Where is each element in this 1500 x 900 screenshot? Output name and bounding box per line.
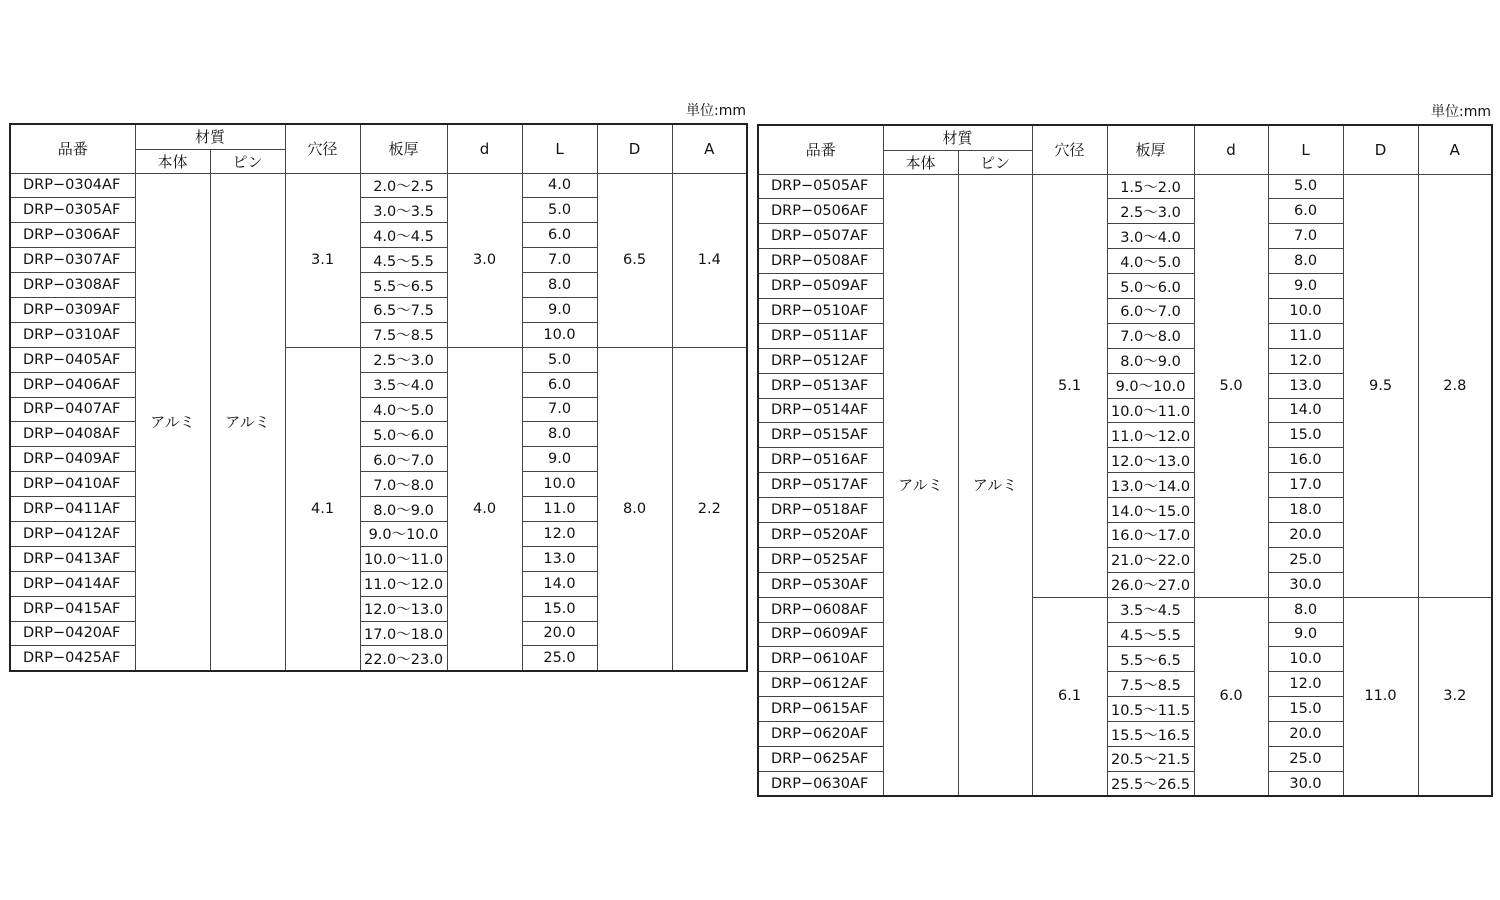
cell-L: 5.0 [1268, 174, 1343, 199]
cell-model: DRP−0411AF [10, 497, 135, 522]
cell-thickness: 21.0〜22.0 [1107, 547, 1194, 572]
header-d: d [447, 124, 522, 173]
cell-model: DRP−0615AF [758, 697, 883, 722]
cell-thickness: 5.0〜6.0 [1107, 274, 1194, 299]
cell-A: 2.8 [1418, 174, 1492, 597]
cell-L: 25.0 [1268, 746, 1343, 771]
cell-D: 8.0 [597, 347, 672, 671]
cell-model: DRP−0307AF [10, 248, 135, 273]
cell-thickness: 12.0〜13.0 [1107, 448, 1194, 473]
cell-thickness: 6.0〜7.0 [1107, 298, 1194, 323]
cell-model: DRP−0630AF [758, 771, 883, 796]
cell-d: 4.0 [447, 347, 522, 671]
header-d: d [1194, 125, 1268, 174]
cell-thickness: 6.5〜7.5 [360, 297, 447, 322]
cell-model: DRP−0620AF [758, 722, 883, 747]
cell-body-material: アルミ [135, 173, 210, 671]
cell-thickness: 5.5〜6.5 [360, 273, 447, 298]
cell-model: DRP−0306AF [10, 223, 135, 248]
table-row [10, 173, 747, 198]
cell-model: DRP−0510AF [758, 298, 883, 323]
cell-L: 6.0 [522, 223, 597, 248]
cell-model: DRP−0625AF [758, 746, 883, 771]
header-thickness: 板厚 [360, 124, 447, 173]
cell-model: DRP−0520AF [758, 522, 883, 547]
cell-model: DRP−0507AF [758, 224, 883, 249]
table-body [10, 173, 747, 671]
cell-model: DRP−0413AF [10, 546, 135, 571]
cell-L: 5.0 [522, 198, 597, 223]
cell-hole: 5.1 [1032, 174, 1107, 597]
cell-L: 9.0 [522, 447, 597, 472]
cell-thickness: 16.0〜17.0 [1107, 522, 1194, 547]
header-material: 材質 [135, 124, 285, 149]
cell-L: 8.0 [522, 422, 597, 447]
cell-L: 30.0 [1268, 771, 1343, 796]
cell-thickness: 25.5〜26.5 [1107, 771, 1194, 796]
cell-thickness: 17.0〜18.0 [360, 621, 447, 646]
cell-model: DRP−0425AF [10, 646, 135, 671]
cell-thickness: 14.0〜15.0 [1107, 498, 1194, 523]
cell-D: 6.5 [597, 173, 672, 347]
header-L: L [1268, 125, 1343, 174]
header-L: L [522, 124, 597, 173]
cell-L: 6.0 [522, 372, 597, 397]
cell-thickness: 4.0〜4.5 [360, 223, 447, 248]
cell-pin-material: アルミ [958, 174, 1032, 796]
cell-L: 8.0 [1268, 249, 1343, 274]
cell-thickness: 3.5〜4.0 [360, 372, 447, 397]
cell-thickness: 2.5〜3.0 [1107, 199, 1194, 224]
cell-L: 12.0 [1268, 348, 1343, 373]
cell-thickness: 5.5〜6.5 [1107, 647, 1194, 672]
cell-hole: 4.1 [285, 347, 360, 671]
spec-table-right [757, 124, 1493, 797]
cell-thickness: 3.0〜3.5 [360, 198, 447, 223]
cell-model: DRP−0420AF [10, 621, 135, 646]
cell-L: 7.0 [522, 248, 597, 273]
cell-thickness: 8.0〜9.0 [360, 497, 447, 522]
cell-L: 15.0 [522, 596, 597, 621]
cell-thickness: 5.0〜6.0 [360, 422, 447, 447]
cell-model: DRP−0610AF [758, 647, 883, 672]
cell-hole: 6.1 [1032, 597, 1107, 796]
cell-L: 25.0 [522, 646, 597, 671]
cell-thickness: 4.0〜5.0 [360, 397, 447, 422]
cell-thickness: 6.0〜7.0 [360, 447, 447, 472]
cell-L: 11.0 [1268, 323, 1343, 348]
cell-thickness: 4.0〜5.0 [1107, 249, 1194, 274]
cell-L: 25.0 [1268, 547, 1343, 572]
cell-L: 7.0 [522, 397, 597, 422]
cell-model: DRP−0518AF [758, 498, 883, 523]
cell-body-material: アルミ [883, 174, 958, 796]
cell-A: 3.2 [1418, 597, 1492, 796]
cell-model: DRP−0511AF [758, 323, 883, 348]
table-row [758, 174, 1492, 199]
cell-L: 20.0 [1268, 522, 1343, 547]
cell-L: 8.0 [1268, 597, 1343, 622]
cell-d: 3.0 [447, 173, 522, 347]
header-A: A [672, 124, 747, 173]
header-hole: 穴径 [1032, 125, 1107, 174]
cell-model: DRP−0513AF [758, 373, 883, 398]
cell-model: DRP−0409AF [10, 447, 135, 472]
cell-thickness: 9.0〜10.0 [1107, 373, 1194, 398]
cell-L: 14.0 [1268, 398, 1343, 423]
cell-model: DRP−0308AF [10, 273, 135, 298]
cell-A: 2.2 [672, 347, 747, 671]
header-body: 本体 [135, 149, 210, 173]
cell-thickness: 3.5〜4.5 [1107, 597, 1194, 622]
cell-L: 13.0 [522, 546, 597, 571]
cell-thickness: 20.5〜21.5 [1107, 746, 1194, 771]
cell-model: DRP−0512AF [758, 348, 883, 373]
cell-model: DRP−0609AF [758, 622, 883, 647]
cell-L: 13.0 [1268, 373, 1343, 398]
cell-D: 11.0 [1343, 597, 1418, 796]
cell-thickness: 11.0〜12.0 [360, 571, 447, 596]
cell-thickness: 26.0〜27.0 [1107, 572, 1194, 597]
header-pin: ピン [210, 149, 285, 173]
cell-thickness: 7.5〜8.5 [1107, 672, 1194, 697]
header-hole: 穴径 [285, 124, 360, 173]
cell-L: 10.0 [522, 322, 597, 347]
table-body [758, 174, 1492, 796]
cell-pin-material: アルミ [210, 173, 285, 671]
cell-thickness: 3.0〜4.0 [1107, 224, 1194, 249]
header-thickness: 板厚 [1107, 125, 1194, 174]
cell-thickness: 9.0〜10.0 [360, 521, 447, 546]
cell-model: DRP−0407AF [10, 397, 135, 422]
cell-L: 8.0 [522, 273, 597, 298]
cell-model: DRP−0310AF [10, 322, 135, 347]
cell-thickness: 12.0〜13.0 [360, 596, 447, 621]
header-model: 品番 [10, 124, 135, 173]
cell-L: 12.0 [522, 521, 597, 546]
cell-model: DRP−0410AF [10, 472, 135, 497]
cell-L: 10.0 [522, 472, 597, 497]
cell-model: DRP−0508AF [758, 249, 883, 274]
cell-thickness: 4.5〜5.5 [360, 248, 447, 273]
cell-thickness: 2.5〜3.0 [360, 347, 447, 372]
cell-L: 6.0 [1268, 199, 1343, 224]
cell-thickness: 4.5〜5.5 [1107, 622, 1194, 647]
cell-L: 14.0 [522, 571, 597, 596]
cell-d: 5.0 [1194, 174, 1268, 597]
cell-L: 30.0 [1268, 572, 1343, 597]
cell-model: DRP−0408AF [10, 422, 135, 447]
header-A: A [1418, 125, 1492, 174]
cell-L: 12.0 [1268, 672, 1343, 697]
unit-label: 単位:mm [1431, 104, 1491, 120]
cell-model: DRP−0506AF [758, 199, 883, 224]
cell-hole: 3.1 [285, 173, 360, 347]
cell-L: 9.0 [522, 297, 597, 322]
unit-label: 単位:mm [686, 103, 746, 119]
cell-thickness: 8.0〜9.0 [1107, 348, 1194, 373]
header-pin: ピン [958, 150, 1032, 174]
cell-model: DRP−0517AF [758, 473, 883, 498]
cell-L: 15.0 [1268, 697, 1343, 722]
cell-model: DRP−0414AF [10, 571, 135, 596]
header-D: D [597, 124, 672, 173]
cell-d: 6.0 [1194, 597, 1268, 796]
cell-thickness: 2.0〜2.5 [360, 173, 447, 198]
table-row [10, 347, 747, 372]
cell-L: 18.0 [1268, 498, 1343, 523]
cell-model: DRP−0406AF [10, 372, 135, 397]
cell-L: 16.0 [1268, 448, 1343, 473]
cell-L: 9.0 [1268, 274, 1343, 299]
cell-thickness: 13.0〜14.0 [1107, 473, 1194, 498]
header-D: D [1343, 125, 1418, 174]
cell-L: 4.0 [522, 173, 597, 198]
cell-model: DRP−0514AF [758, 398, 883, 423]
cell-model: DRP−0309AF [10, 297, 135, 322]
cell-L: 20.0 [1268, 722, 1343, 747]
cell-model: DRP−0530AF [758, 572, 883, 597]
cell-model: DRP−0516AF [758, 448, 883, 473]
cell-model: DRP−0515AF [758, 423, 883, 448]
cell-thickness: 22.0〜23.0 [360, 646, 447, 671]
cell-thickness: 7.0〜8.0 [1107, 323, 1194, 348]
cell-L: 9.0 [1268, 622, 1343, 647]
cell-thickness: 11.0〜12.0 [1107, 423, 1194, 448]
cell-thickness: 7.0〜8.0 [360, 472, 447, 497]
cell-thickness: 10.0〜11.0 [1107, 398, 1194, 423]
cell-model: DRP−0608AF [758, 597, 883, 622]
cell-L: 20.0 [522, 621, 597, 646]
cell-thickness: 1.5〜2.0 [1107, 174, 1194, 199]
cell-L: 5.0 [522, 347, 597, 372]
cell-L: 17.0 [1268, 473, 1343, 498]
cell-model: DRP−0612AF [758, 672, 883, 697]
spec-table-left [9, 123, 748, 672]
cell-model: DRP−0525AF [758, 547, 883, 572]
cell-thickness: 7.5〜8.5 [360, 322, 447, 347]
cell-A: 1.4 [672, 173, 747, 347]
cell-L: 11.0 [522, 497, 597, 522]
cell-model: DRP−0304AF [10, 173, 135, 198]
cell-model: DRP−0505AF [758, 174, 883, 199]
header-body: 本体 [883, 150, 958, 174]
cell-model: DRP−0405AF [10, 347, 135, 372]
cell-model: DRP−0509AF [758, 274, 883, 299]
cell-thickness: 10.0〜11.0 [360, 546, 447, 571]
cell-thickness: 10.5〜11.5 [1107, 697, 1194, 722]
header-model: 品番 [758, 125, 883, 174]
cell-L: 15.0 [1268, 423, 1343, 448]
cell-L: 10.0 [1268, 647, 1343, 672]
cell-D: 9.5 [1343, 174, 1418, 597]
cell-thickness: 15.5〜16.5 [1107, 722, 1194, 747]
cell-L: 10.0 [1268, 298, 1343, 323]
cell-model: DRP−0412AF [10, 521, 135, 546]
cell-model: DRP−0305AF [10, 198, 135, 223]
table-row [758, 597, 1492, 622]
cell-L: 7.0 [1268, 224, 1343, 249]
cell-model: DRP−0415AF [10, 596, 135, 621]
header-material: 材質 [883, 125, 1032, 150]
